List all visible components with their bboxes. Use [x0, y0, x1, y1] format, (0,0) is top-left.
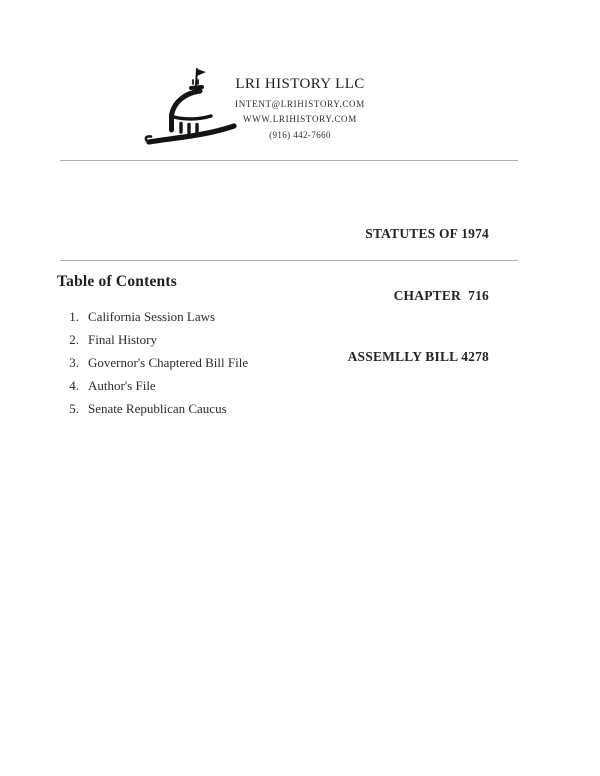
toc-item-label: California Session Laws	[88, 308, 216, 324]
divider-top	[60, 160, 518, 161]
toc-item	[66, 374, 248, 397]
toc-item-number: 1.	[69, 308, 79, 324]
toc-item-label: Final History	[88, 331, 157, 347]
toc-list	[66, 305, 248, 420]
assembly-bill-line: ASSEMLLY BILL 4278	[347, 349, 489, 364]
org-email: INTENT@LRIHISTORY.COM	[235, 98, 365, 109]
divider-bottom	[60, 260, 518, 261]
statutes-year-line: STATUTES OF 1974	[365, 226, 489, 241]
toc-item-label: Senate Republican Caucus	[88, 400, 227, 416]
chapter-line: CHAPTER 716	[393, 287, 489, 303]
toc-item	[66, 305, 248, 328]
toc-item-label: Author's File	[88, 377, 156, 393]
letterhead	[0, 76, 600, 140]
org-website: WWW.LRIHISTORY.COM	[243, 114, 357, 124]
toc-item-number: 3.	[69, 354, 79, 370]
toc-item-number: 4.	[69, 377, 79, 393]
statute-header	[348, 183, 489, 409]
toc-item	[66, 397, 248, 420]
toc-item	[66, 328, 248, 351]
toc-item-number: 2.	[69, 331, 79, 347]
toc-title: Table of Contents	[57, 273, 177, 290]
org-name: LRI HISTORY LLC	[235, 76, 365, 92]
toc-item	[66, 351, 248, 374]
toc-item-label: Governor's Chaptered Bill File	[88, 354, 249, 370]
toc-item-number: 5.	[69, 400, 79, 416]
org-phone: (916) 442-7660	[269, 129, 331, 140]
